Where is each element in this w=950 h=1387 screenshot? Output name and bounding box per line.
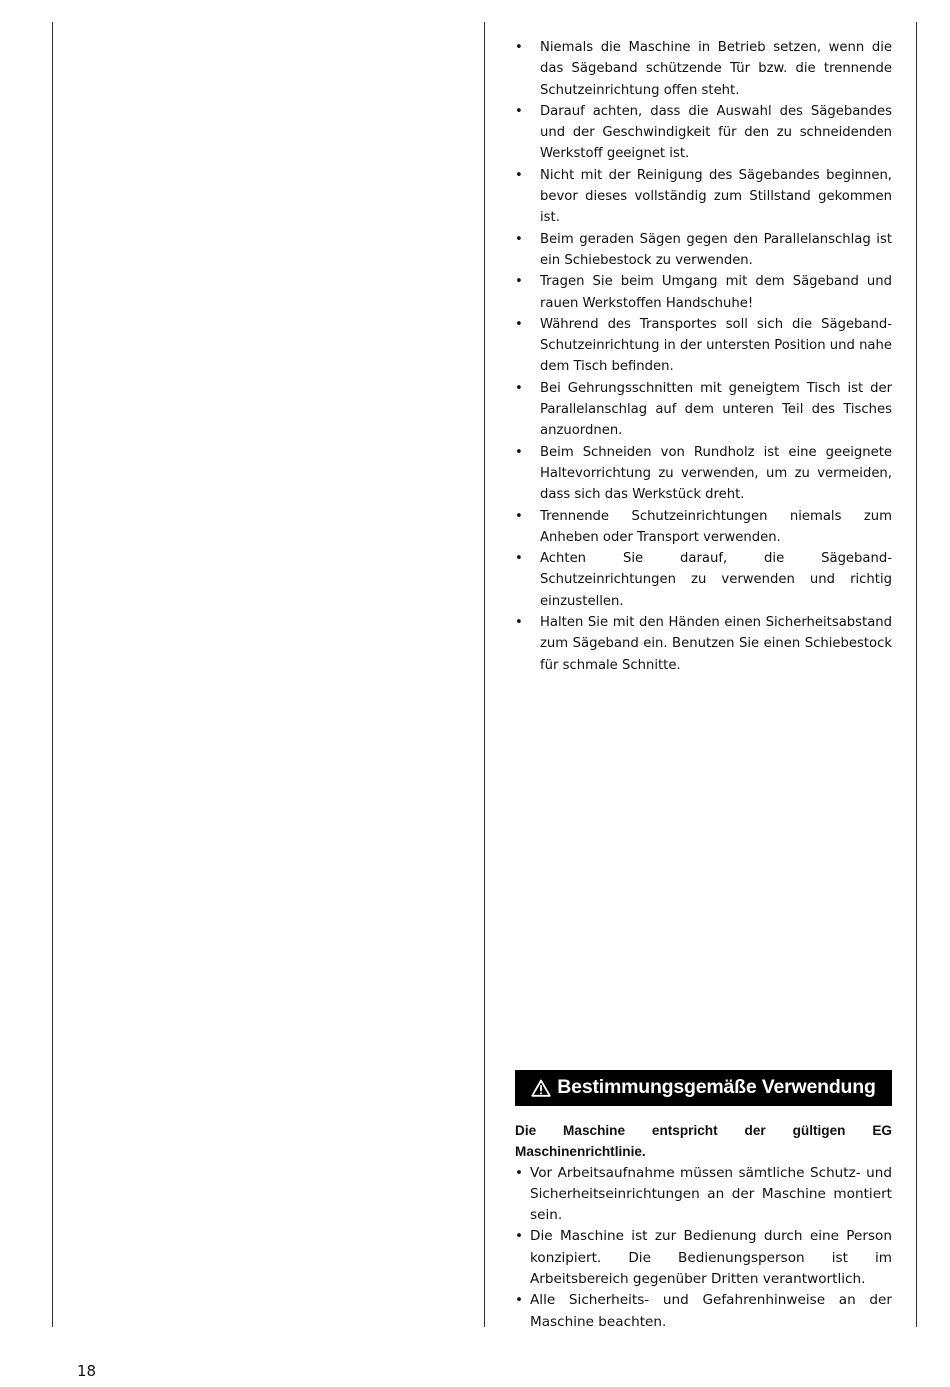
list-item: • Darauf achten, dass die Auswahl des Sägebandes und der Geschwindigkeit für den zu schneidenden Werkstoff geeignet ist.	[515, 101, 892, 165]
list-item: • Tragen Sie beim Umgang mit dem Sägeband und rauen Werkstoffen Handschuhe!	[515, 271, 892, 314]
section-heading-bar	[515, 1070, 892, 1106]
list-item: • Beim Schneiden von Rundholz ist eine geeignete Haltevorrichtung zu verwenden, um zu vermeiden, dass sich das Werkstück dreht.	[515, 442, 892, 506]
page-number: 18	[77, 1362, 97, 1380]
list-item: • Niemals die Maschine in Betrieb setzen, wenn die das Sägeband schützende Tür bzw. die trennende Schutzeinrichtung offen steht.	[515, 37, 892, 101]
list-item: • Trennende Schutzeinrichtungen niemals zum Anheben oder Transport verwenden.	[515, 506, 892, 549]
list-item: • Halten Sie mit den Händen einen Sicherheitsabstand zum Sägeband ein. Benutzen Sie einen Schiebestock für schmale Schnitte.	[515, 612, 892, 676]
intended-use-list	[515, 1163, 892, 1333]
left-margin-rule	[52, 22, 53, 1327]
safety-instructions-column	[515, 37, 892, 676]
list-item: • Alle Sicherheits- und Gefahrenhinweise an der Maschine beachten.	[515, 1290, 892, 1333]
list-item: • Während des Transportes soll sich die Sägeband-Schutzeinrichtung in der untersten Position und nahe dem Tisch befinden.	[515, 314, 892, 378]
list-item: • Achten Sie darauf, die Sägeband- Schutzeinrichtungen zu verwenden und richtig einzustellen.	[515, 548, 892, 612]
right-margin-rule	[916, 22, 917, 1327]
list-item: • Beim geraden Sägen gegen den Parallelanschlag ist ein Schiebestock zu verwenden.	[515, 229, 892, 272]
warning-triangle-icon	[531, 1079, 551, 1097]
section-intro: Die Maschine entspricht der gültigen EG Maschinenrichtlinie.	[515, 1123, 892, 1160]
list-item: • Die Maschine ist zur Bedienung durch eine Person konzipiert. Die Bedienungsperson ist im Arbeitsbereich gegenüber Dritten verantwortlich.	[515, 1226, 892, 1290]
section-title: Bestimmungsgemäße Verwendung	[557, 1076, 876, 1099]
list-item: • Bei Gehrungsschnitten mit geneigtem Tisch ist der Parallelanschlag auf dem unteren Teil des Tisches anzuordnen.	[515, 378, 892, 442]
list-item: • Nicht mit der Reinigung des Sägebandes beginnen, bevor dieses vollständig zum Stillstand gekommen ist.	[515, 165, 892, 229]
list-item: • Vor Arbeitsaufnahme müssen sämtliche Schutz- und Sicherheitseinrichtungen an der Maschine montiert sein.	[515, 1163, 892, 1227]
safety-bullet-list	[515, 37, 892, 676]
intended-use-section	[515, 1070, 892, 1333]
center-column-rule	[484, 22, 485, 1327]
